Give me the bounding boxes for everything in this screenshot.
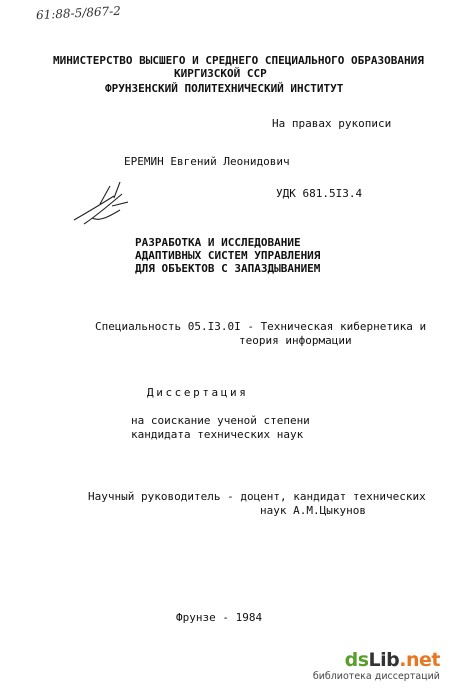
dissertation-title-line-3: ДЛЯ ОБЪЕКТОВ С ЗАПАЗДЫВАНИЕМ [135, 262, 321, 275]
dslib-watermark [312, 649, 440, 683]
ministry-line-2: КИРГИЗСКОЙ ССР [174, 67, 267, 80]
specialty-line-1: Специальность 05.I3.0I - Техническая кибернетика и [95, 320, 427, 333]
city-year: Фрунзе - 1984 [176, 611, 263, 624]
dissertation-title-line-1: РАЗРАБОТКА И ИССЛЕДОВАНИЕ [135, 236, 301, 249]
supervisor-line-2: наук А.М.Цыкунов [260, 504, 366, 517]
dissertation-title-line-2: АДАПТИВНЫХ СИСТЕМ УПРАВЛЕНИЯ [135, 249, 321, 262]
dslib-subtitle: библиотека диссертаций [312, 671, 440, 682]
manuscript-rights: На правах рукописи [272, 117, 392, 130]
specialty-line-2: теория информации [239, 334, 352, 347]
handwritten-archive-note: 61:88-5/867-2 [35, 3, 122, 23]
author-name: ЕРЕМИН Евгений Леонидович [124, 155, 290, 168]
supervisor-line-1: Научный руководитель - доцент, кандидат технических [88, 490, 426, 503]
degree-line-1: на соискание ученой степени [131, 414, 310, 427]
dslib-logo: dsLib.net [344, 649, 440, 671]
institute-name: ФРУНЗЕНСКИЙ ПОЛИТЕХНИЧЕСКИЙ ИНСТИТУТ [105, 82, 344, 95]
ministry-line-1: МИНИСТЕРСТВО ВЫСШЕГО И СРЕДНЕГО СПЕЦИАЛЬНОГО ОБРАЗОВАНИЯ [53, 54, 424, 67]
document-type: Диссертация [147, 386, 249, 399]
degree-line-2: кандидата технических наук [131, 428, 304, 441]
signature-scribble [70, 176, 140, 236]
udc-code: УДК 681.5I3.4 [276, 187, 363, 200]
